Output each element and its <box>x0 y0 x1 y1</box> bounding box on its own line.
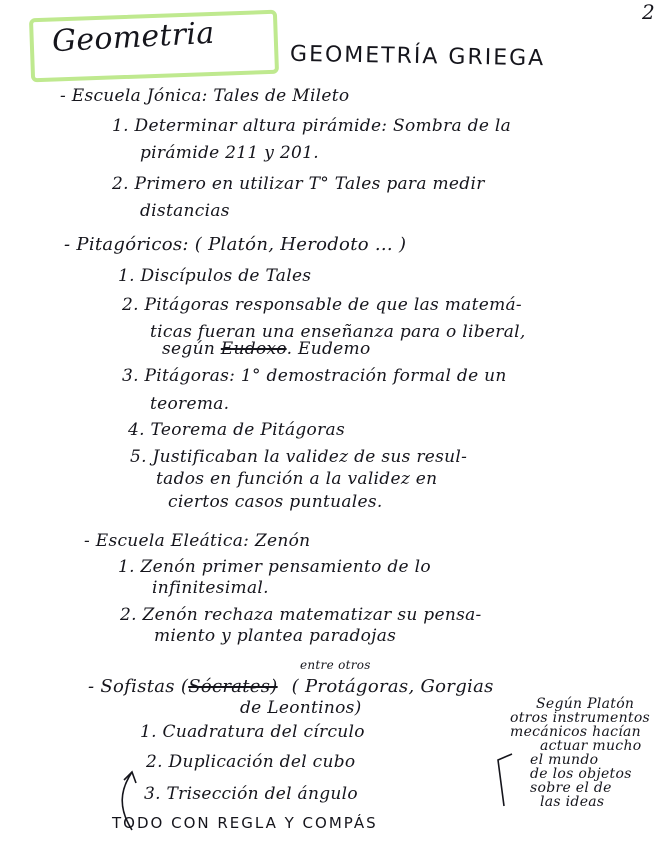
page-number: 2 <box>642 0 656 24</box>
margin-note-line: actuar mucho <box>540 738 642 754</box>
sofistas-item-2: 2. Duplicación del cubo <box>146 752 356 772</box>
pitagoricos-item-2-line-2: ticas fueran una enseñanza para o liberal, <box>150 322 526 342</box>
section-pitagoricos-title: - Pitagóricos: ( Platón, Herodoto ... ) <box>64 234 407 255</box>
sofistas-title-line-2: de Leontinos) <box>240 698 362 718</box>
jonica-item-2-line-2: distancias <box>140 201 230 221</box>
pitagoricos-item-2-line-3-prefix: según <box>162 339 216 359</box>
jonica-item-1-line-1: 1. Determinar altura pirámide: Sombra de la <box>112 116 512 136</box>
left-arrow-head <box>124 772 136 783</box>
pitagoricos-item-5-line-1: 5. Justificaban la validez de sus resul- <box>130 447 468 467</box>
sofistas-insertion-note: entre otros <box>300 658 371 672</box>
jonica-item-1-line-2: pirámide 211 y 201. <box>140 143 319 163</box>
sofistas-title-prefix: - Sofistas ( <box>88 676 189 697</box>
margin-note-line: mecánicos hacían <box>510 724 641 740</box>
left-arrow-curve <box>122 772 132 830</box>
sofistas-item-3: 3. Trisección del ángulo <box>144 784 358 804</box>
margin-note-line: Según Platón <box>536 696 635 712</box>
page-heading: GEOMETRÍA GRIEGA <box>289 41 546 72</box>
eleatica-item-2-line-1: 2. Zenón rechaza matematizar su pensa- <box>120 605 482 625</box>
pitagoricos-item-4: 4. Teorema de Pitágoras <box>128 420 345 440</box>
crossed-out-word: Eudoxo <box>220 339 287 359</box>
pitagoricos-item-5-line-2: tados en función a la validez en <box>156 469 438 489</box>
section-eleatica-title: - Escuela Eleática: Zenón <box>84 531 311 551</box>
pitagoricos-item-2-line-3-suffix: . Eudemo <box>286 339 371 359</box>
eleatica-item-2-line-2: miento y plantea paradojas <box>154 626 397 646</box>
pitagoricos-item-2-line-1: 2. Pitágoras responsable de que las matemá- <box>122 295 522 315</box>
jonica-item-2-line-1: 2. Primero en utilizar T° Tales para medir <box>112 174 485 194</box>
eleatica-item-1-line-2: infinitesimal. <box>152 578 269 598</box>
pitagoricos-item-3-line-2: teorema. <box>150 394 230 414</box>
sofistas-item-1: 1. Cuadratura del círculo <box>140 722 365 742</box>
sofistas-title-suffix: ( Protágoras, Gorgias <box>291 676 494 697</box>
note-bracket <box>498 754 512 806</box>
boxed-title: Geometria <box>51 15 216 60</box>
section-jonica-title: - Escuela Jónica: Tales de Mileto <box>60 86 350 106</box>
margin-note-line: otros instrumentos <box>510 710 651 726</box>
eleatica-item-1-line-1: 1. Zenón primer pensamiento de lo <box>118 557 431 577</box>
crossed-out-name: Sócrates) <box>188 676 278 697</box>
margin-note-line: sobre el de <box>530 780 612 796</box>
margin-note-line: las ideas <box>540 794 605 810</box>
margin-note-line: de los objetos <box>530 766 632 782</box>
pitagoricos-item-5-line-3: ciertos casos puntuales. <box>168 492 383 512</box>
sofistas-footer: TODO CON REGLA Y COMPÁS <box>112 814 378 832</box>
margin-note-line: el mundo <box>530 752 599 768</box>
pitagoricos-item-3-line-1: 3. Pitágoras: 1° demostración formal de un <box>122 366 507 386</box>
pitagoricos-item-1: 1. Discípulos de Tales <box>118 266 312 286</box>
